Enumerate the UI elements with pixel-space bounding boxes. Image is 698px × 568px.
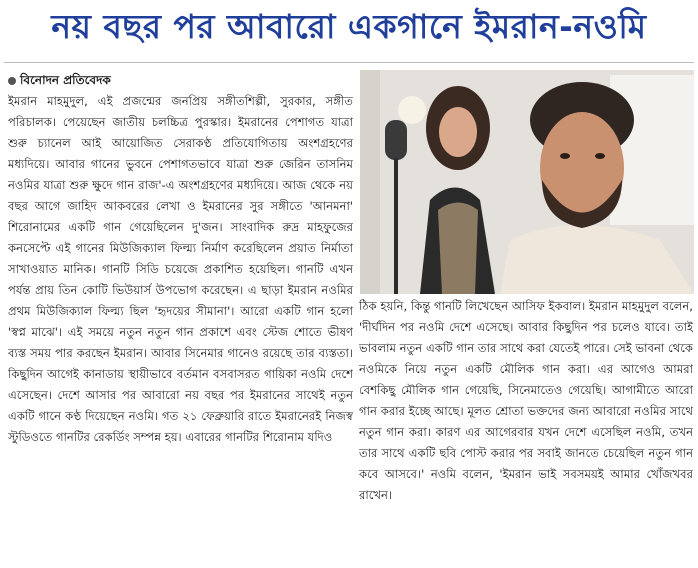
photo-wall-edge [360, 70, 380, 294]
headline-divider [4, 62, 694, 63]
article-right-column [359, 296, 693, 562]
woman-face [439, 107, 477, 157]
byline [8, 70, 353, 91]
lamp-icon [398, 96, 426, 124]
article-photo [360, 70, 694, 294]
right-column-body: ঠিক হয়নি, কিন্তু গানটি লিখেছেন আসিফ ইকবাল। ইমরান মাহমুদুল বলেন, 'দীর্ঘদিন পর নওমি দেশে এসেছে। আবার কিছুদিন পর চলেও যাবে। তাই ভাবলাম নতুন একটি গান তার সাথে করা যেতেই পারে। সেই ভাবনা থেকে নওমিকে নিয়ে নতুন একটি মৌলিক গান করা। এর আগেও আমরা বেশকিছু মৌলিক গান গেয়েছি, সিনেমাতেও গেয়েছি। আগামীতে আরো গান করার ইচ্ছে আছে। মূলত শ্রোতা ভক্তদের জন্য আবারো নওমির সাথে নতুন গান করা। কারণ এর আগেরবার যখন দেশে এসেছিল নওমি, তখন তার সাথে একটি ছবি পোস্ট করার পর সবাই জানতে চেয়েছিল নতুন গান কবে আসবে।' নওমি বলেন, 'ইমরান ভাই সবসময়ই আমার খোঁজখবর রাখেন। [359, 299, 693, 502]
left-column-body: ইমরান মাহমুদুল, এই প্রজন্মের জনপ্রিয় সঙ্গীতশিল্পী, সুরকার, সঙ্গীত পরিচালক। পেয়েছেন জাতীয় চলচ্চিত্র পুরস্কার। ইমরানের পেশাগত যাত্রা শুরু চ্যানেল আই আয়োজিত সেরাকণ্ঠ প্রতিযোগিতায় অংশগ্রহণের মধ্যদিয়ে। আবার গানের ভুবনে পেশাগতভাবে যাত্রা শুরু জেরিন তাসনিম নওমির যাত্রা শুরু ক্ষুদে গান রাজ'-এ অংশগ্রহণের মধ্যদিয়ে। আজ থেকে নয় বছর আগে জাহিদ আকবরের লেখা ও ইমরানের সুর সঙ্গীতে 'আনমনা' শিরোনামের একটি গান গেয়েছিলেন দু'জন। সাংবাদিক রুদ্র মাহফুজের কনসেপ্টে এই গানের মিউজিক্যাল ফিল্ম্য নির্মাণ করেছিলেন প্রয়াত নির্মাতা সাখাওয়াত মানিক। গানটি সিডি চয়েজে প্রকাশিত হয়েছিল। গানটি এখন পর্যন্ত প্রায় তিন কোটি ভিউয়ার্স উপভোগ করেছেন। এ ছাড়া ইমরান নওমির প্রথম মিউজিক্যাল ফিল্ম্য ছিল 'হৃদয়ের সীমানা'। আরো একটি গান হলো 'স্বপ্ন মাঝে'। এই সময়ে নতুন নতুন গান প্রকাশে এবং স্টেজ শোতে ভীষণ ব্যস্ত সময় পার করছেন ইমরান। আবার সিনেমার গানেও রয়েছে তার ব্যস্ততা। কিছুদিন আগেই কানাডায় স্থায়ীভাবে বর্তমান বসবাসরত গায়িকা নওমি দেশে এসেছেন। দেশে আসার পর আবারো নয় বছর পর ইমরানের সাথেই নতুন একটি গানে কণ্ঠ দিয়েছেন নওমি। গত ২১ ফেব্রুয়ারি রাতে ইমরানেরই নিজস্ব স্টুডিওতে গানটির রেকর্ডিং সম্পন্ন হয়। এবারের গানটির শিরোনাম যদিও [8, 94, 353, 444]
bullet-icon [8, 77, 16, 85]
byline-text: বিনোদন প্রতিবেদক [20, 73, 111, 87]
photo-illustration [360, 70, 694, 294]
article-left-column [8, 70, 353, 562]
mic-stand [394, 158, 398, 294]
microphone-icon [385, 120, 407, 160]
woman-top [438, 203, 478, 295]
article-headline: নয় বছর পর আবারো একগানে ইমরান-নওমি [51, 7, 647, 46]
man-left-eye [560, 153, 570, 159]
man-right-eye [595, 153, 605, 159]
